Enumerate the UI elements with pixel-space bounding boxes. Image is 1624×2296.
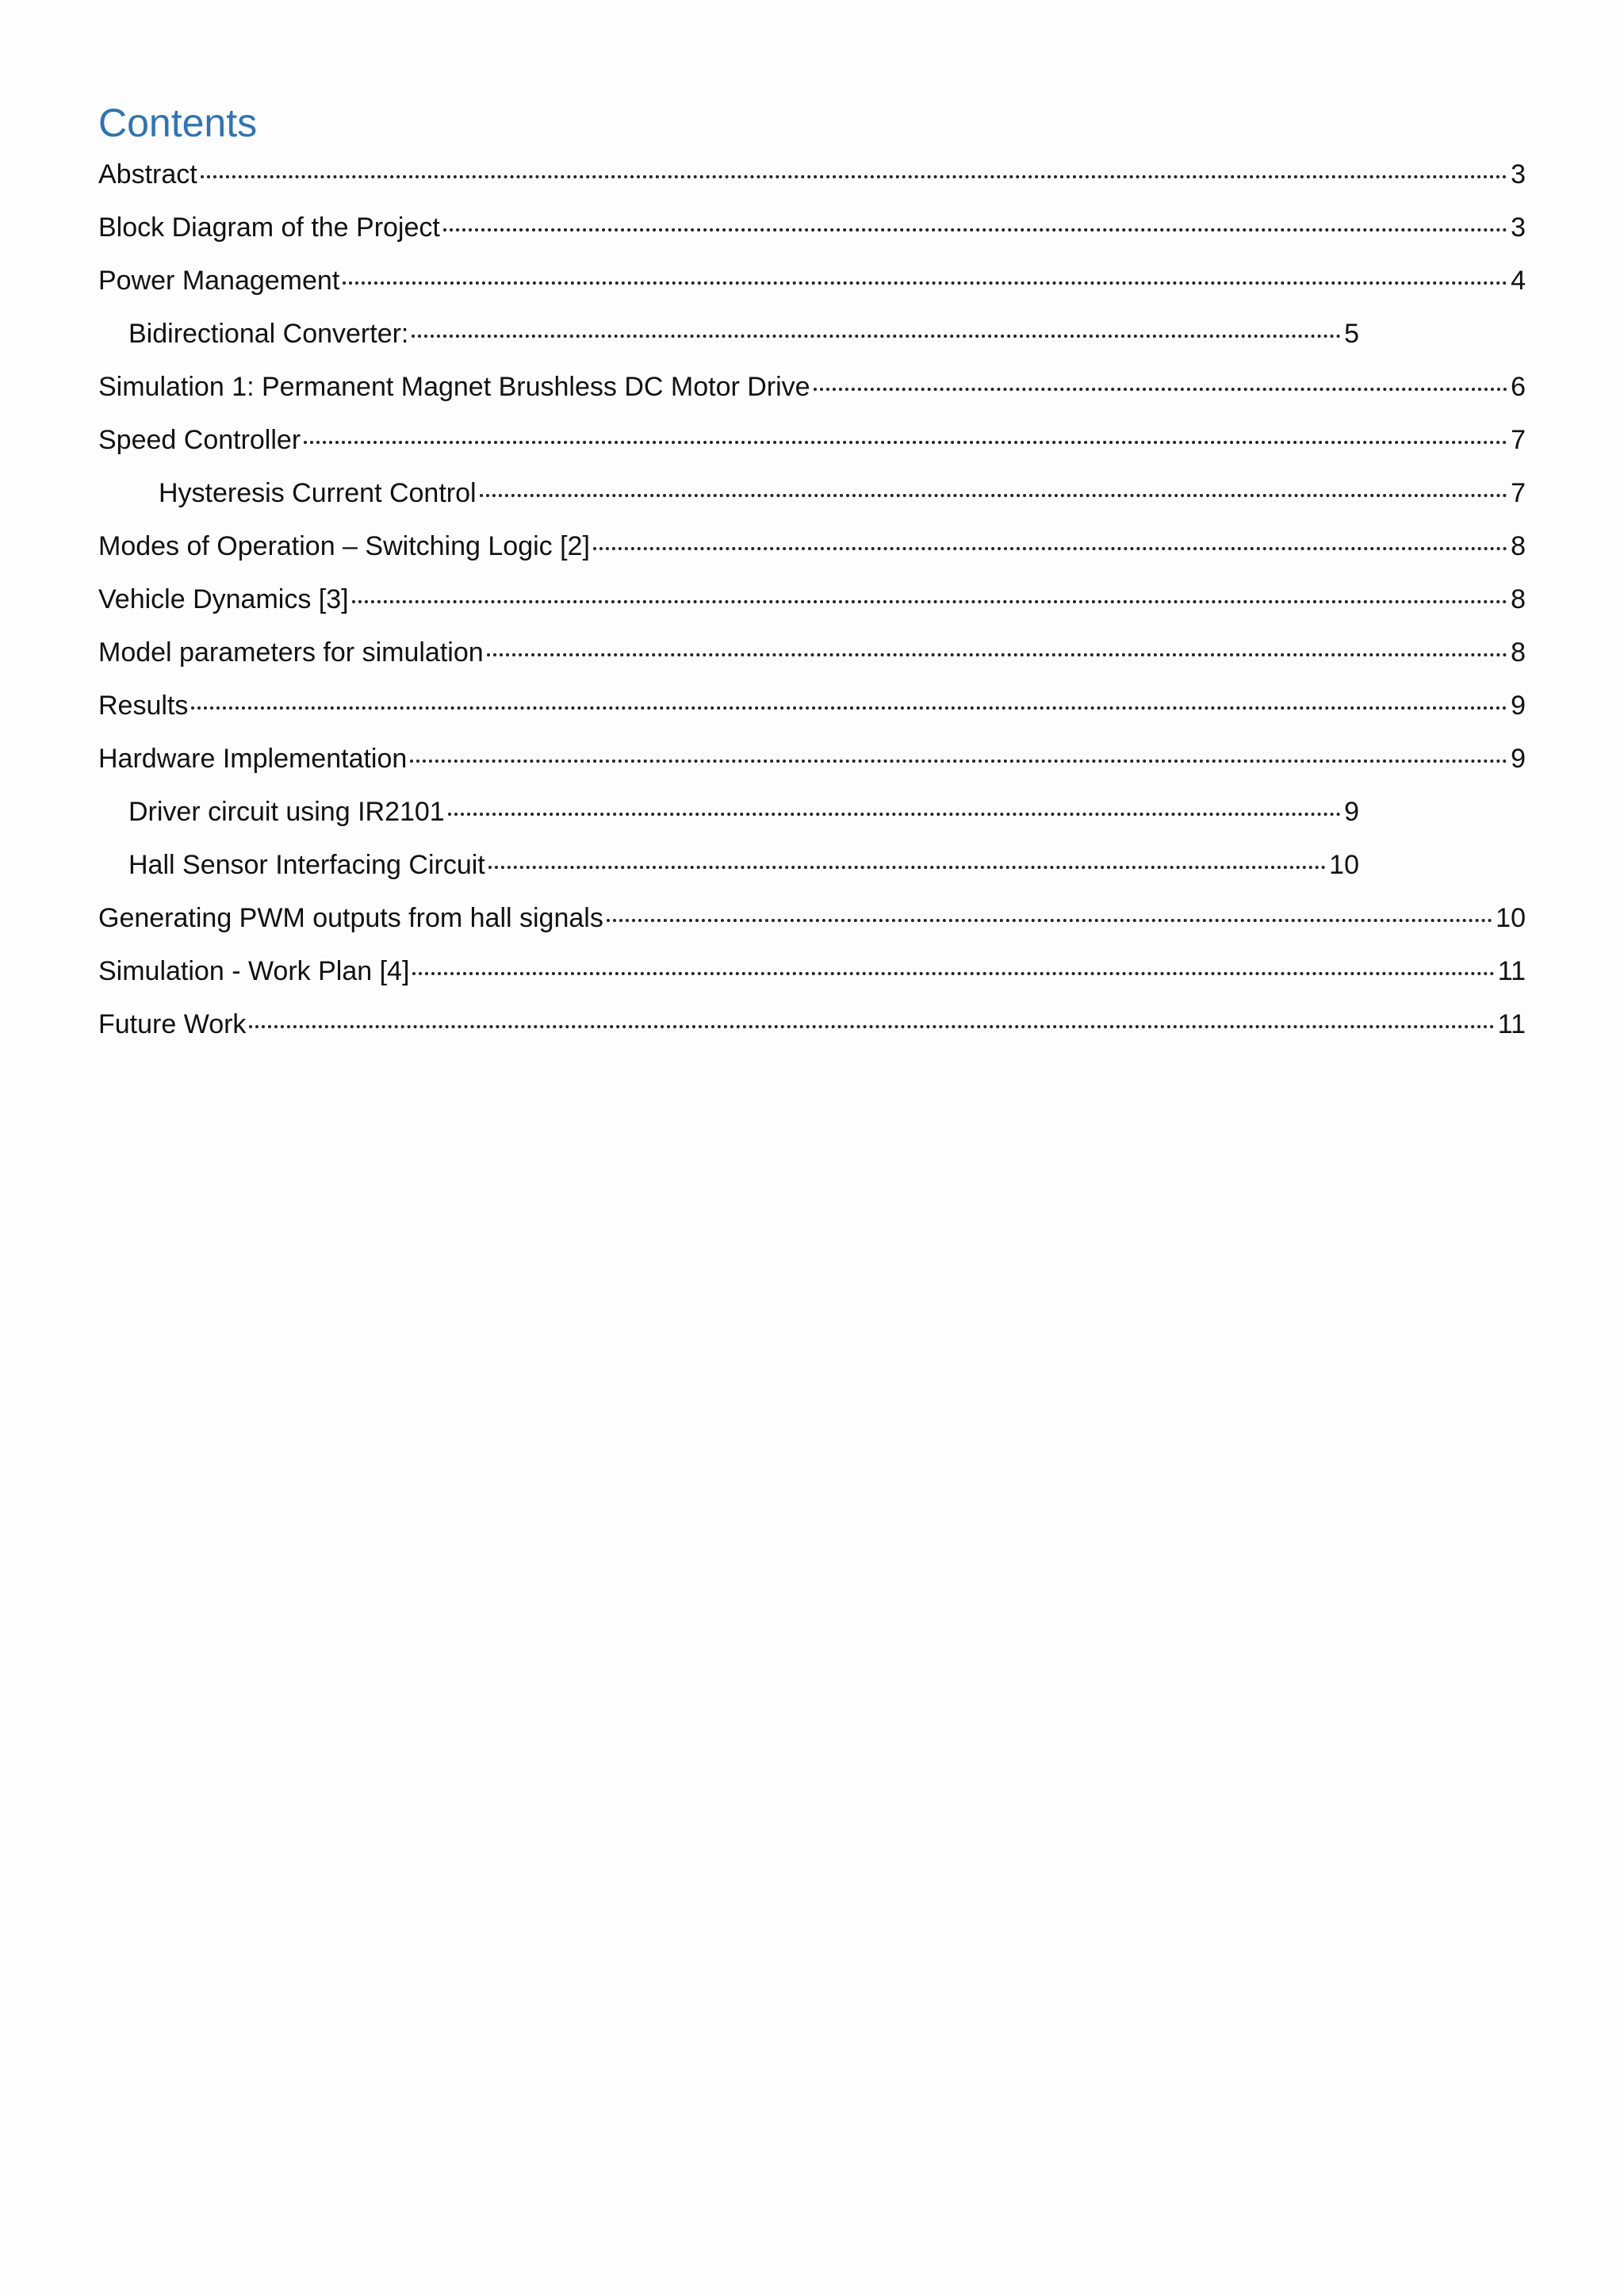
- toc-entry-page: 8: [1511, 531, 1526, 561]
- dot-leader: [410, 760, 1507, 763]
- dot-leader: [249, 1025, 1494, 1028]
- toc-entry-simulation-work-plan[interactable]: [98, 952, 1526, 1005]
- toc-entry-label: Results: [98, 691, 189, 721]
- toc-entry-vehicle-dynamics[interactable]: [98, 580, 1526, 633]
- toc-entry-speed-controller[interactable]: [98, 421, 1526, 474]
- toc-entry-label: Speed Controller: [98, 425, 301, 455]
- dot-leader: [304, 441, 1507, 444]
- toc-title: Contents: [98, 101, 258, 145]
- toc-entry-label: Driver circuit using IR2101: [128, 797, 445, 827]
- dot-leader: [487, 653, 1507, 656]
- toc-entry-driver-circuit[interactable]: [98, 793, 1359, 846]
- dot-leader: [191, 706, 1507, 710]
- dot-leader: [343, 281, 1507, 285]
- toc-entry-page: 11: [1497, 956, 1526, 986]
- toc-entry-label: Simulation 1: Permanent Magnet Brushless DC Motor Drive: [98, 372, 810, 402]
- dot-leader: [352, 600, 1507, 603]
- toc-entry-page: 7: [1511, 478, 1526, 508]
- toc-entry-future-work[interactable]: [98, 1005, 1526, 1058]
- toc-entry-label: Hall Sensor Interfacing Circuit: [128, 850, 485, 880]
- toc-entry-bidirectional-converter[interactable]: [98, 315, 1359, 368]
- toc-entry-results[interactable]: [98, 687, 1526, 740]
- toc-entry-label: Bidirectional Converter:: [128, 319, 409, 349]
- toc-entry-label: Model parameters for simulation: [98, 637, 484, 668]
- toc-list: [98, 155, 1526, 1058]
- toc-entry-label: Modes of Operation – Switching Logic [2]: [98, 531, 590, 561]
- toc-entry-page: 8: [1511, 637, 1526, 668]
- toc-entry-simulation-1[interactable]: [98, 368, 1526, 421]
- toc-entry-label: Hysteresis Current Control: [159, 478, 477, 508]
- toc-entry-label: Vehicle Dynamics [3]: [98, 584, 349, 614]
- toc-entry-hysteresis-current-control[interactable]: [98, 474, 1526, 527]
- toc-entry-page: 3: [1511, 212, 1526, 243]
- toc-entry-page: 6: [1511, 372, 1526, 402]
- toc-entry-model-parameters[interactable]: [98, 633, 1526, 687]
- toc-entry-label: Simulation - Work Plan [4]: [98, 956, 410, 986]
- toc-entry-hardware-implementation[interactable]: [98, 740, 1526, 793]
- toc-entry-block-diagram[interactable]: [98, 209, 1526, 262]
- toc-entry-page: 10: [1329, 850, 1359, 880]
- dot-leader: [488, 866, 1326, 869]
- dot-leader: [593, 547, 1507, 550]
- dot-leader: [443, 228, 1507, 232]
- toc-entry-page: 9: [1511, 691, 1526, 721]
- toc-entry-page: 9: [1511, 744, 1526, 774]
- toc-entry-modes-of-operation[interactable]: [98, 527, 1526, 580]
- toc-entry-label: Block Diagram of the Project: [98, 212, 440, 243]
- toc-entry-page: 10: [1496, 903, 1526, 933]
- toc-entry-page: 9: [1344, 797, 1359, 827]
- toc-entry-abstract[interactable]: [98, 155, 1526, 209]
- toc-entry-page: 3: [1511, 159, 1526, 189]
- dot-leader: [448, 813, 1341, 816]
- toc-entry-page: 4: [1511, 266, 1526, 296]
- toc-entry-label: Abstract: [98, 159, 197, 189]
- dot-leader: [480, 494, 1508, 497]
- dot-leader: [412, 972, 1494, 975]
- toc-entry-generating-pwm[interactable]: [98, 899, 1526, 952]
- toc-entry-page: 8: [1511, 584, 1526, 614]
- toc-entry-label: Future Work: [98, 1009, 247, 1039]
- dot-leader: [607, 919, 1492, 922]
- toc-entry-power-management[interactable]: [98, 262, 1526, 315]
- toc-entry-label: Generating PWM outputs from hall signals: [98, 903, 603, 933]
- toc-entry-page: 7: [1511, 425, 1526, 455]
- toc-entry-hall-sensor-circuit[interactable]: [98, 846, 1359, 899]
- dot-leader: [412, 335, 1341, 338]
- dot-leader: [201, 175, 1507, 178]
- toc-entry-page: 11: [1497, 1009, 1526, 1039]
- toc-entry-label: Hardware Implementation: [98, 744, 408, 774]
- toc-entry-page: 5: [1344, 319, 1359, 349]
- dot-leader: [814, 388, 1507, 391]
- toc-entry-label: Power Management: [98, 266, 340, 296]
